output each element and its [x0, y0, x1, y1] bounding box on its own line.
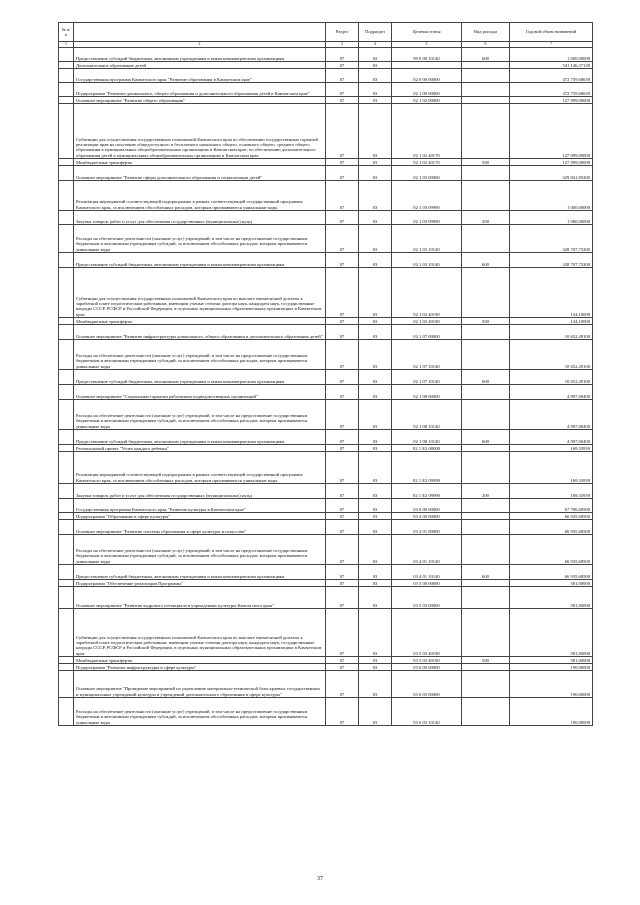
row-amount-cell: 10 652,49100	[510, 325, 593, 340]
row-podrazdel-cell: 03	[359, 452, 392, 484]
row-razdel-cell: 07	[326, 83, 359, 97]
row-razdel-cell: 07	[326, 268, 359, 318]
row-podrazdel-cell: 03	[359, 83, 392, 97]
row-name-cell: Государственная программа Камчатского края "Развитие образования в Камчатском крае"	[74, 69, 326, 83]
row-target-article-cell: 03 4 01 00000	[392, 520, 462, 535]
column-number: 4	[359, 42, 392, 48]
row-number-cell	[59, 318, 74, 325]
row-expense-type-cell	[462, 535, 510, 565]
row-name-cell: Подпрограмма "Образование в сфере культуры"	[74, 513, 326, 520]
row-razdel-cell: 07	[326, 609, 359, 657]
row-name-cell: Предоставление субсидий бюджетным, автономным учреждениям и иным некоммерческим организациям	[74, 370, 326, 385]
header-row	[59, 23, 593, 42]
row-name-cell: Основное мероприятие "Социальные гарантии работникам подведомственных организаций"	[74, 385, 326, 400]
row-number-cell	[59, 97, 74, 104]
row-expense-type-cell	[462, 69, 510, 83]
table-row	[59, 253, 593, 268]
row-name-cell: Предоставление субсидий бюджетным, автономным учреждениям и иным некоммерческим организациям	[74, 430, 326, 445]
row-expense-type-cell	[462, 97, 510, 104]
row-number-cell	[59, 48, 74, 62]
row-number-cell	[59, 181, 74, 211]
row-number-cell	[59, 520, 74, 535]
row-target-article-cell: 02 1 00 00000	[392, 83, 462, 97]
row-name-cell: Основное мероприятие "Развитие системы образования в сфере культуры и искусства"	[74, 520, 326, 535]
row-amount-cell: 169,33939	[510, 445, 593, 452]
row-razdel-cell: 07	[326, 48, 359, 62]
row-amount-cell: 541 146,37139	[510, 62, 593, 69]
row-razdel-cell: 07	[326, 520, 359, 535]
row-amount-cell: 581,00000	[510, 609, 593, 657]
row-amount-cell: 1 000,00000	[510, 181, 593, 211]
table-row	[59, 671, 593, 698]
row-target-article-cell: 99 0 00 10140	[392, 48, 462, 62]
row-name-cell: Предоставление субсидий бюджетным, автономным учреждениям и иным некоммерческим организациям	[74, 565, 326, 580]
column-number: 1	[59, 42, 74, 48]
row-podrazdel-cell: 03	[359, 587, 392, 609]
row-number-cell	[59, 430, 74, 445]
row-number-cell	[59, 225, 74, 253]
row-target-article-cell	[392, 62, 462, 69]
row-razdel-cell: 07	[326, 484, 359, 499]
row-target-article-cell: 02 1 07 00000	[392, 325, 462, 340]
row-name-cell: Расходы на обеспечение деятельности (оказание услуг) учреждений, в том числе на предоставление государственным бюджетным и автономным учреждениям субсидий, за исключением обособленных расходов, которым присваиваются уникальные коды	[74, 225, 326, 253]
row-name-cell: Подпрограмма "Развитие дошкольного, общего образования и дополнительного образования детей в Камчатском крае"	[74, 83, 326, 97]
table-row	[59, 587, 593, 609]
row-amount-cell: 581,00000	[510, 657, 593, 664]
row-amount-cell: 472 759,68639	[510, 83, 593, 97]
row-number-cell	[59, 587, 74, 609]
row-expense-type-cell: 200	[462, 211, 510, 225]
row-expense-type-cell	[462, 587, 510, 609]
row-amount-cell: 66 935,68500	[510, 535, 593, 565]
table-row	[59, 520, 593, 535]
row-expense-type-cell: 500	[462, 657, 510, 664]
row-podrazdel-cell: 03	[359, 671, 392, 698]
row-amount-cell: 328 707,75200	[510, 253, 593, 268]
row-podrazdel-cell: 03	[359, 657, 392, 664]
row-target-article-cell: 03 5 00 00000	[392, 580, 462, 587]
table-row	[59, 159, 593, 166]
row-razdel-cell: 07	[326, 325, 359, 340]
row-podrazdel-cell: 03	[359, 400, 392, 430]
table-row	[59, 484, 593, 499]
row-amount-cell: 10 652,49100	[510, 340, 593, 370]
row-target-article-cell: 03 6 00 00000	[392, 664, 462, 671]
row-amount-cell: 127 099,00000	[510, 159, 593, 166]
row-podrazdel-cell: 03	[359, 565, 392, 580]
row-expense-type-cell: 600	[462, 48, 510, 62]
row-number-cell	[59, 159, 74, 166]
header-podrazdel: Подраздел	[359, 23, 392, 42]
row-expense-type-cell	[462, 325, 510, 340]
row-name-cell: Основное мероприятие "Развитие сферы дополнительного образования и социализации детей"	[74, 166, 326, 181]
row-target-article-cell: 02 1 08 10140	[392, 430, 462, 445]
row-podrazdel-cell: 03	[359, 225, 392, 253]
row-number-cell	[59, 253, 74, 268]
row-name-cell: Основное мероприятие "Проведение мероприятий по укреплению материально-технической базы краевых государственных и муниципальных учреждений культуры и учреждений дополнительного образования в сфере культуры"	[74, 671, 326, 698]
row-podrazdel-cell: 03	[359, 97, 392, 104]
row-expense-type-cell	[462, 104, 510, 159]
row-target-article-cell: 02 0 00 00000	[392, 69, 462, 83]
row-number-cell	[59, 370, 74, 385]
row-amount-cell: 1 000,00000	[510, 211, 593, 225]
row-podrazdel-cell: 03	[359, 520, 392, 535]
table-row	[59, 268, 593, 318]
row-target-article-cell: 02 1 08 00000	[392, 385, 462, 400]
row-amount-cell: 4 997,00400	[510, 430, 593, 445]
row-razdel-cell: 07	[326, 159, 359, 166]
header-number: № п/п	[59, 23, 74, 42]
table-row	[59, 211, 593, 225]
row-target-article-cell: 02 1 07 10140	[392, 370, 462, 385]
row-name-cell: Предоставление субсидий бюджетным, автономным учреждениям и иным некоммерческим организациям	[74, 253, 326, 268]
row-razdel-cell: 07	[326, 104, 359, 159]
row-razdel-cell: 07	[326, 565, 359, 580]
row-razdel-cell: 07	[326, 181, 359, 211]
row-razdel-cell: 07	[326, 318, 359, 325]
row-number-cell	[59, 268, 74, 318]
row-amount-cell: 134,10000	[510, 268, 593, 318]
row-number-cell	[59, 698, 74, 726]
row-name-cell: Межбюджетные трансферты	[74, 657, 326, 664]
row-amount-cell: 66 935,68500	[510, 520, 593, 535]
row-expense-type-cell: 500	[462, 159, 510, 166]
table-row	[59, 181, 593, 211]
row-podrazdel-cell: 03	[359, 484, 392, 499]
row-razdel-cell: 07	[326, 62, 359, 69]
table-row	[59, 97, 593, 104]
row-number-cell	[59, 69, 74, 83]
row-name-cell: Закупка товаров, работ и услуг для обеспечения государственных (муниципальных) нужд	[74, 211, 326, 225]
row-number-cell	[59, 513, 74, 520]
header-annual-amount: Годовой объем назначений	[510, 23, 593, 42]
row-razdel-cell: 07	[326, 211, 359, 225]
table-row	[59, 452, 593, 484]
row-amount-cell: 66 935,68500	[510, 513, 593, 520]
row-target-article-cell: 03 6 03 10140	[392, 698, 462, 726]
budget-table	[58, 22, 593, 726]
row-name-cell: Подпрограмма "Обеспечение реализации Программы"	[74, 580, 326, 587]
row-expense-type-cell	[462, 609, 510, 657]
budget-table-sheet	[58, 22, 592, 726]
table-row	[59, 657, 593, 664]
row-podrazdel-cell: 03	[359, 340, 392, 370]
row-target-article-cell: 02 1 08 10140	[392, 400, 462, 430]
row-amount-cell: 190,00000	[510, 671, 593, 698]
row-podrazdel-cell: 02	[359, 48, 392, 62]
row-name-cell: Субвенции для осуществления государственных полномочий Камчатского края по обеспечению государственных гарантий реализации прав на получение общедоступного и бесплатного начального общего, основного общего, среднего общего образования в муниципальных общеобразовательных организациях в Камчатском крае, по обеспечению дополнительного образования детей в муниципальных общеобразовательных организациях в Камчатском крае	[74, 104, 326, 159]
row-amount-cell: 1 000,00000	[510, 48, 593, 62]
row-razdel-cell: 07	[326, 664, 359, 671]
row-podrazdel-cell: 03	[359, 253, 392, 268]
row-podrazdel-cell: 03	[359, 385, 392, 400]
row-podrazdel-cell: 03	[359, 211, 392, 225]
row-number-cell	[59, 340, 74, 370]
table-row	[59, 609, 593, 657]
row-amount-cell: 581,00000	[510, 587, 593, 609]
row-target-article-cell: 02 1 03 09990	[392, 211, 462, 225]
table-row	[59, 62, 593, 69]
row-expense-type-cell	[462, 225, 510, 253]
row-podrazdel-cell: 03	[359, 609, 392, 657]
row-name-cell: Дополнительное образование детей	[74, 62, 326, 69]
table-row	[59, 430, 593, 445]
row-target-article-cell: 02 1 03 00000	[392, 166, 462, 181]
row-number-cell	[59, 657, 74, 664]
row-expense-type-cell	[462, 520, 510, 535]
row-podrazdel-cell: 03	[359, 318, 392, 325]
row-expense-type-cell	[462, 166, 510, 181]
row-razdel-cell: 07	[326, 430, 359, 445]
row-amount-cell: 127 099,00000	[510, 97, 593, 104]
row-podrazdel-cell: 03	[359, 513, 392, 520]
table-row	[59, 400, 593, 430]
table-row	[59, 445, 593, 452]
row-name-cell: Реализация мероприятий соответствующей подпрограммы в рамках соответствующей государственной программы Камчатского края, за исключением обособленных расходов, которым присваиваются уникальные коды	[74, 181, 326, 211]
table-row	[59, 499, 593, 513]
row-podrazdel-cell: 03	[359, 69, 392, 83]
row-number-cell	[59, 609, 74, 657]
table-row	[59, 318, 593, 325]
table-row	[59, 166, 593, 181]
row-amount-cell: 66 935,68500	[510, 565, 593, 580]
row-razdel-cell: 07	[326, 400, 359, 430]
row-target-article-cell: 02 1 03 40190	[392, 268, 462, 318]
row-expense-type-cell	[462, 499, 510, 513]
row-target-article-cell: 02 1 02 40170	[392, 104, 462, 159]
row-number-cell	[59, 499, 74, 513]
row-razdel-cell: 07	[326, 340, 359, 370]
row-name-cell: Основное мероприятие "Развитие кадрового потенциала в учреждениях культуры Камчатского края"	[74, 587, 326, 609]
row-amount-cell: 10 652,49100	[510, 370, 593, 385]
row-amount-cell: 329 841,85200	[510, 166, 593, 181]
row-target-article-cell: 02 1 03 09990	[392, 181, 462, 211]
row-podrazdel-cell: 03	[359, 166, 392, 181]
row-podrazdel-cell: 03	[359, 535, 392, 565]
table-row	[59, 83, 593, 97]
row-name-cell: Региональный проект "Успех каждого ребенка"	[74, 445, 326, 452]
row-name-cell: Основное мероприятие "Развитие инфраструктуры дошкольного, общего образования и дополнительного образования детей"	[74, 325, 326, 340]
row-target-article-cell: 03 4 01 10140	[392, 565, 462, 580]
table-row	[59, 325, 593, 340]
table-row	[59, 580, 593, 587]
column-number: 3	[326, 42, 359, 48]
row-podrazdel-cell: 03	[359, 580, 392, 587]
row-podrazdel-cell: 03	[359, 698, 392, 726]
row-razdel-cell: 07	[326, 587, 359, 609]
row-expense-type-cell: 600	[462, 253, 510, 268]
row-podrazdel-cell: 03	[359, 664, 392, 671]
column-number: 7	[510, 42, 593, 48]
row-name-cell: Реализация мероприятий соответствующей подпрограммы в рамках соответствующей государственной программы Камчатского края, за исключением обособленных расходов, которым присваиваются уникальные коды	[74, 452, 326, 484]
table-row	[59, 340, 593, 370]
row-name-cell: Расходы на обеспечение деятельности (оказание услуг) учреждений, в том числе на предоставление государственным бюджетным и автономным учреждениям субсидий, за исключением обособленных расходов, которым присваиваются уникальные коды	[74, 698, 326, 726]
row-name-cell: Расходы на обеспечение деятельности (оказание услуг) учреждений, в том числе на предоставление государственным бюджетным и автономным учреждениям субсидий, за исключением обособленных расходов, которым присваиваются уникальные коды	[74, 400, 326, 430]
row-razdel-cell: 07	[326, 671, 359, 698]
row-number-cell	[59, 385, 74, 400]
row-podrazdel-cell: 03	[359, 430, 392, 445]
row-target-article-cell: 03 4 01 10140	[392, 535, 462, 565]
row-razdel-cell: 07	[326, 370, 359, 385]
table-row	[59, 385, 593, 400]
row-expense-type-cell: 500	[462, 318, 510, 325]
row-amount-cell: 190,00000	[510, 664, 593, 671]
row-razdel-cell: 07	[326, 445, 359, 452]
row-podrazdel-cell: 03	[359, 181, 392, 211]
row-expense-type-cell	[462, 83, 510, 97]
row-target-article-cell: 03 4 00 00000	[392, 513, 462, 520]
row-amount-cell: 472 759,68639	[510, 69, 593, 83]
row-razdel-cell: 07	[326, 698, 359, 726]
row-expense-type-cell	[462, 400, 510, 430]
table-row	[59, 664, 593, 671]
row-name-cell: Подпрограмма "Развитие инфраструктуры в сфере культуры"	[74, 664, 326, 671]
row-target-article-cell: 03 6 03 00000	[392, 671, 462, 698]
row-expense-type-cell: 600	[462, 430, 510, 445]
row-expense-type-cell: 200	[462, 484, 510, 499]
row-amount-cell: 190,00000	[510, 698, 593, 726]
row-number-cell	[59, 580, 74, 587]
row-target-article-cell: 03 0 00 00000	[392, 499, 462, 513]
row-expense-type-cell	[462, 580, 510, 587]
row-expense-type-cell	[462, 671, 510, 698]
row-amount-cell: 169,33939	[510, 452, 593, 484]
row-expense-type-cell	[462, 181, 510, 211]
row-target-article-cell: 03 5 03 40190	[392, 657, 462, 664]
table-row	[59, 104, 593, 159]
row-number-cell	[59, 565, 74, 580]
row-number-cell	[59, 400, 74, 430]
row-name-cell: Межбюджетные трансферты	[74, 318, 326, 325]
row-amount-cell: 169,33939	[510, 484, 593, 499]
row-number-cell	[59, 484, 74, 499]
table-row	[59, 370, 593, 385]
row-expense-type-cell	[462, 385, 510, 400]
row-name-cell: Субвенции для осуществления государственных полномочий Камчатского края по выплате ежемесячной доплаты к заработной плате педагогическим работникам, имеющим ученые степени доктора наук, кандидата наук, государственные награды СССР, РСФСР и Российской Федерации, в отдельных муниципальных образовательных организациях в Камчатском крае	[74, 609, 326, 657]
row-target-article-cell: 02 1 03 10140	[392, 225, 462, 253]
row-name-cell: Государственная программа Камчатского края "Развитие культуры в Камчатском крае"	[74, 499, 326, 513]
row-number-cell	[59, 452, 74, 484]
row-amount-cell: 67 706,68500	[510, 499, 593, 513]
row-podrazdel-cell: 03	[359, 370, 392, 385]
row-amount-cell: 4 997,00400	[510, 385, 593, 400]
header-expense-type: Вид расхода	[462, 23, 510, 42]
row-number-cell	[59, 83, 74, 97]
row-amount-cell: 4 997,00400	[510, 400, 593, 430]
column-number: 6	[462, 42, 510, 48]
row-expense-type-cell	[462, 340, 510, 370]
table-row	[59, 69, 593, 83]
row-expense-type-cell	[462, 268, 510, 318]
table-row	[59, 225, 593, 253]
row-number-cell	[59, 535, 74, 565]
row-name-cell: Закупка товаров, работ и услуг для обеспечения государственных (муниципальных) нужд	[74, 484, 326, 499]
row-razdel-cell: 07	[326, 657, 359, 664]
row-razdel-cell: 07	[326, 452, 359, 484]
row-razdel-cell: 07	[326, 499, 359, 513]
row-podrazdel-cell: 03	[359, 499, 392, 513]
row-expense-type-cell	[462, 452, 510, 484]
row-expense-type-cell	[462, 513, 510, 520]
table-body	[59, 48, 593, 726]
row-expense-type-cell	[462, 698, 510, 726]
table-row	[59, 535, 593, 565]
row-podrazdel-cell: 03	[359, 159, 392, 166]
row-target-article-cell: 02 1 07 10140	[392, 340, 462, 370]
row-target-article-cell: 02 1 E2 09990	[392, 484, 462, 499]
table-row	[59, 48, 593, 62]
row-podrazdel-cell: 03	[359, 104, 392, 159]
row-razdel-cell: 07	[326, 225, 359, 253]
table-row	[59, 698, 593, 726]
row-razdel-cell: 07	[326, 385, 359, 400]
column-number: 2	[74, 42, 326, 48]
row-razdel-cell: 07	[326, 253, 359, 268]
row-razdel-cell: 07	[326, 580, 359, 587]
row-amount-cell: 581,00000	[510, 580, 593, 587]
row-number-cell	[59, 62, 74, 69]
table-row	[59, 565, 593, 580]
table-row	[59, 513, 593, 520]
row-target-article-cell: 03 5 03 40190	[392, 609, 462, 657]
row-expense-type-cell	[462, 62, 510, 69]
row-razdel-cell: 07	[326, 69, 359, 83]
row-number-cell	[59, 325, 74, 340]
header-razdel: Раздел	[326, 23, 359, 42]
row-target-article-cell: 02 1 02 00000	[392, 97, 462, 104]
row-name-cell: Основное мероприятие "Развитие общего образования"	[74, 97, 326, 104]
page-number: 37	[317, 876, 323, 882]
row-expense-type-cell: 600	[462, 370, 510, 385]
row-target-article-cell: 03 5 03 00000	[392, 587, 462, 609]
header-target-article: Целевая статья	[392, 23, 462, 42]
row-number-cell	[59, 211, 74, 225]
row-target-article-cell: 02 1 03 40190	[392, 318, 462, 325]
row-number-cell	[59, 104, 74, 159]
row-podrazdel-cell: 03	[359, 325, 392, 340]
row-amount-cell: 127 099,00000	[510, 104, 593, 159]
row-name-cell: Межбюджетные трансферты	[74, 159, 326, 166]
row-target-article-cell: 02 1 02 40170	[392, 159, 462, 166]
row-razdel-cell: 07	[326, 535, 359, 565]
row-amount-cell: 328 707,75200	[510, 225, 593, 253]
row-name-cell: Субвенции для осуществления государственных полномочий Камчатского края по выплате ежемесячной доплаты к заработной плате педагогическим работникам, имеющим ученые степени доктора наук, кандидата наук, государственные награды СССР, РСФСР и Российской Федерации, в отдельных муниципальных образовательных организациях в Камчатском крае	[74, 268, 326, 318]
row-expense-type-cell	[462, 664, 510, 671]
row-name-cell: Расходы на обеспечение деятельности (оказание услуг) учреждений, в том числе на предоставление государственным бюджетным и автономным учреждениям субсидий, за исключением обособленных расходов, которым присваиваются уникальные коды	[74, 340, 326, 370]
row-podrazdel-cell: 03	[359, 62, 392, 69]
row-target-article-cell: 02 1 E2 09990	[392, 452, 462, 484]
row-target-article-cell: 02 1 03 10140	[392, 253, 462, 268]
row-number-cell	[59, 445, 74, 452]
row-expense-type-cell	[462, 445, 510, 452]
row-name-cell: Предоставление субсидий бюджетным, автономным учреждениям и иным некоммерческим организациям	[74, 48, 326, 62]
row-number-cell	[59, 664, 74, 671]
row-razdel-cell: 07	[326, 513, 359, 520]
row-podrazdel-cell: 03	[359, 445, 392, 452]
column-number: 5	[392, 42, 462, 48]
row-razdel-cell: 07	[326, 97, 359, 104]
row-name-cell: Расходы на обеспечение деятельности (оказание услуг) учреждений, в том числе на предоставление государственным бюджетным и автономным учреждениям субсидий, за исключением обособленных расходов, которым присваиваются уникальные коды	[74, 535, 326, 565]
row-expense-type-cell: 600	[462, 565, 510, 580]
row-target-article-cell: 02 1 E2 00000	[392, 445, 462, 452]
row-razdel-cell: 07	[326, 166, 359, 181]
row-podrazdel-cell: 03	[359, 268, 392, 318]
row-number-cell	[59, 671, 74, 698]
row-number-cell	[59, 166, 74, 181]
row-amount-cell: 134,10000	[510, 318, 593, 325]
header-name	[74, 23, 326, 42]
